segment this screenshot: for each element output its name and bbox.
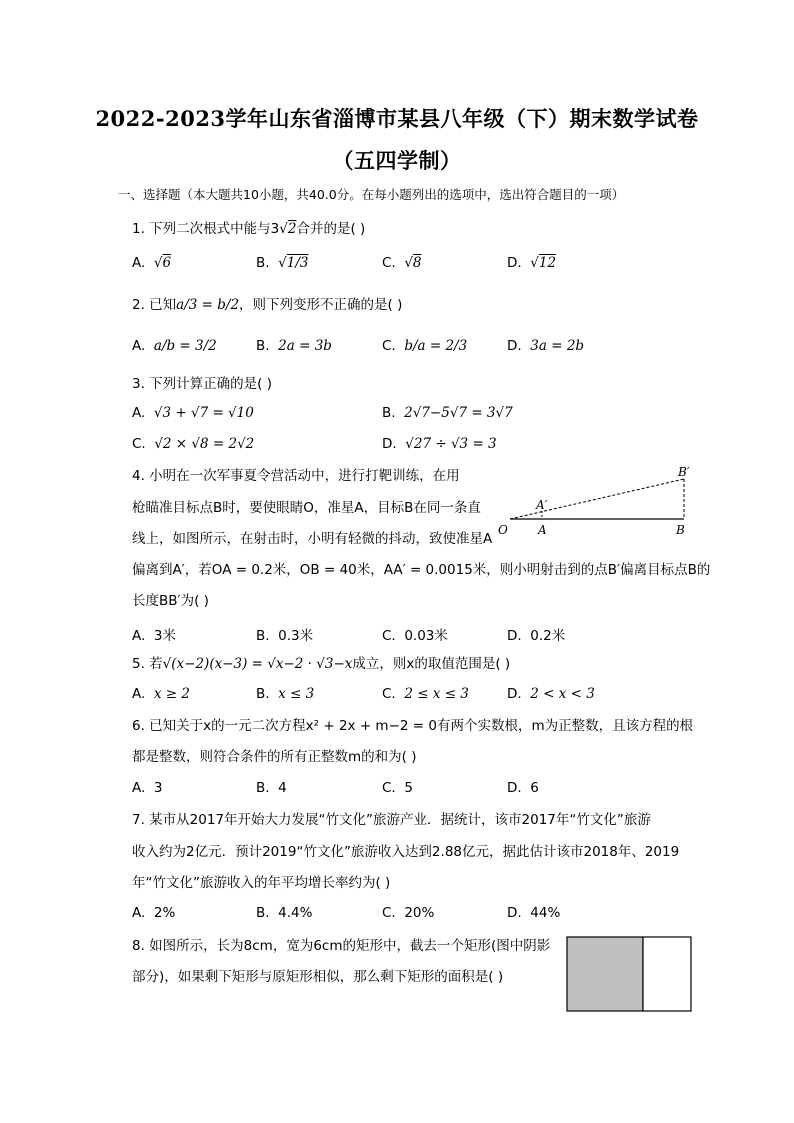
label-b: B (676, 523, 685, 537)
q7-option-a[interactable]: A. 2% (132, 905, 176, 921)
q3-option-a[interactable]: A. √3 + √7 = √10 (132, 405, 254, 421)
label-a: A (538, 523, 547, 537)
question-2-stem: 2. 已知a/3 = b/2，则下列变形不正确的是( ) (132, 297, 403, 313)
q4-option-a[interactable]: A. 3米 (132, 628, 176, 644)
q1-option-c[interactable]: C. √8 (382, 255, 422, 271)
q6-option-a[interactable]: A. 3 (132, 780, 163, 796)
question-8-line1: 8. 如图所示，长为8cm，宽为6cm的矩形中，截去一个矩形(图中阴影 (132, 938, 551, 954)
question-4-line3: 线上，如图所示，在射击时，小明有轻微的抖动，致使准星A (132, 531, 493, 547)
question-4-line4: 偏离到A′，若OA = 0.2米，OB = 40米，AA′ = 0.0015米，则小明射击到的点B′偏离目标点B的 (132, 562, 711, 578)
q1-stem-post: 合并的是( ) (296, 221, 366, 237)
q4-option-b[interactable]: B. 0.3米 (256, 628, 314, 644)
q4-option-d[interactable]: D. 0.2米 (507, 628, 566, 644)
exam-title-line1: 2022-2023学年山东省淄博市某县八年级（下）期末数学试卷 (95, 106, 699, 131)
q4-option-c[interactable]: C. 0.03米 (382, 628, 448, 644)
q6-option-b[interactable]: B. 4 (256, 780, 287, 796)
label-o: O (498, 523, 508, 537)
q1-option-d[interactable]: D. √12 (507, 255, 557, 271)
q7-option-d[interactable]: D. 44% (507, 905, 561, 921)
question-1-stem: 1. 下列二次根式中能与3√2合并的是( ) (132, 221, 366, 237)
q5-option-d[interactable]: D. 2 < x < 3 (507, 686, 595, 702)
q5-option-b[interactable]: B. x ≤ 3 (256, 686, 315, 702)
q3-option-d[interactable]: D. √27 ÷ √3 = 3 (382, 436, 497, 452)
q3-option-c[interactable]: C. √2 × √8 = 2√2 (132, 436, 255, 452)
q4-shooting-diagram (496, 462, 696, 540)
q1-stem-radicand: 2 (287, 221, 297, 237)
q1-option-b[interactable]: B. √1/3 (256, 255, 309, 271)
q2-option-a[interactable]: A. a/b = 3/2 (132, 338, 217, 354)
q2-option-b[interactable]: B. 2a = 3b (256, 338, 332, 354)
q2-option-d[interactable]: D. 3a = 2b (507, 338, 585, 354)
q8-rectangle-diagram (566, 936, 692, 1012)
remaining-rectangle (643, 937, 691, 1011)
q3-option-b[interactable]: B. 2√7−5√7 = 3√7 (382, 405, 513, 421)
question-3-stem: 3. 下列计算正确的是( ) (132, 376, 272, 392)
q7-option-b[interactable]: B. 4.4% (256, 905, 313, 921)
q7-option-c[interactable]: C. 20% (382, 905, 435, 921)
question-4-line1: 4. 小明在一次军事夏令营活动中，进行打靶训练，在用 (132, 468, 460, 484)
label-a-prime: A′ (536, 498, 548, 512)
question-8-line2: 部分)，如果剩下矩形与原矩形相似，那么剩下矩形的面积是( ) (132, 969, 504, 985)
q2-stem-expr: a/3 = b/2 (176, 297, 240, 313)
exam-title-line2: （五四学制） (332, 148, 462, 173)
question-7-line3: 年“竹文化”旅游收入的年平均增长率约为( ) (132, 875, 391, 891)
question-4-line2: 枪瞄准目标点B时，要使眼睛O，准星A，目标B在同一条直 (132, 500, 481, 516)
q1-stem-pre: 1. 下列二次根式中能与3 (132, 221, 280, 237)
question-5-stem: 5. 若√(x−2)(x−3) = √x−2 · √3−x成立，则x的取值范围是( ) (132, 656, 511, 672)
section-heading: 一、选择题（本大题共10小题，共40.0分。在每小题列出的选项中，选出符合题目的一项） (118, 187, 625, 202)
shaded-rectangle (567, 937, 643, 1011)
q6-option-d[interactable]: D. 6 (507, 780, 539, 796)
question-6-line1: 6. 已知关于x的一元二次方程x² + 2x + m−2 = 0有两个实数根，m为正整数，且该方程的根 (132, 718, 694, 734)
q5-option-c[interactable]: C. 2 ≤ x ≤ 3 (382, 686, 469, 702)
q5-option-a[interactable]: A. x ≥ 2 (132, 686, 190, 702)
question-4-line5: 长度BB′为( ) (132, 593, 209, 609)
q2-option-c[interactable]: C. b/a = 2/3 (382, 338, 468, 354)
q1-option-a[interactable]: A. √6 (132, 255, 172, 271)
question-7-line1: 7. 某市从2017年开始大力发展“竹文化”旅游产业．据统计，该市2017年“竹文化”旅游 (132, 812, 651, 828)
label-b-prime: B′ (678, 465, 690, 479)
q6-option-c[interactable]: C. 5 (382, 780, 413, 796)
question-6-line2: 都是整数，则符合条件的所有正整数m的和为( ) (132, 749, 417, 765)
question-7-line2: 收入约为2亿元．预计2019“竹文化”旅游收入达到2.88亿元，据此估计该市2018年、2019 (132, 844, 680, 860)
q5-stem-expr: √(x−2)(x−3) = √x−2 · √3−x (162, 656, 353, 672)
